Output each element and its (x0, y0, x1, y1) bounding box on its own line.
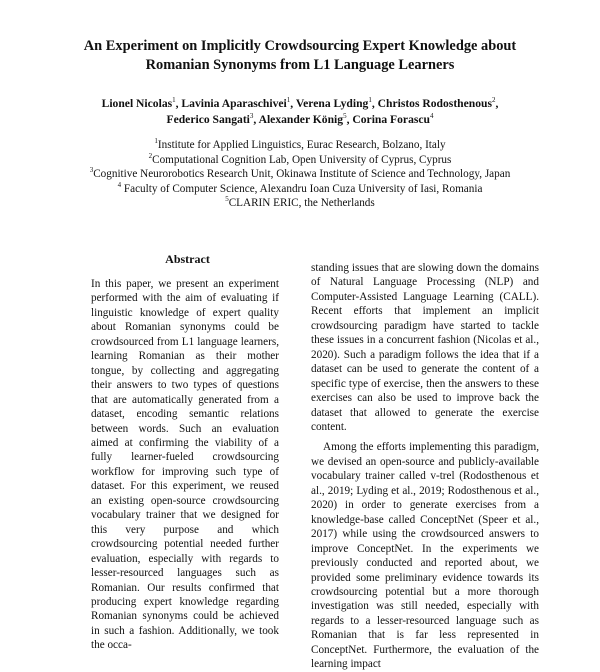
author-name: Lavinia Aparaschivei (181, 97, 287, 110)
paper-title-line-1: An Experiment on Implicitly Crowdsourcing Expert Knowledge about (83, 38, 517, 54)
author-name: Corina Forascu (352, 113, 430, 126)
affiliation-mark: 5 (225, 195, 229, 203)
affiliation-text: CLARIN ERIC, the Netherlands (228, 197, 375, 209)
body-paragraph-1: standing issues that are slowing down the domains of Natural Language Processing (NLP) and Computer-Assisted Language Learning (CALL). Recent efforts that implement an implicit crowdsourcing paradigm have started to tackle these issues in a concurrent fashion (Nicolas et al., 2020). Such a paradigm follows the idea that if a dataset can be used to generate the content of a specific type of exercise, then the answers to these exercises can also be used to improve back the dataset that allowed to generate the exercise content. (311, 262, 539, 433)
affiliation-text: Computational Cognition Lab, Open University of Cyprus, Cyprus (152, 153, 452, 166)
author-affiliation-mark: 5 (343, 112, 347, 120)
affiliation-4 (30, 182, 570, 197)
author-line-1: Lionel Nicolas$^1$, Lavinia Aparaschivei$^1$, Verena Lyding$^1$, Christos Rodosthenous$^2$, (101, 96, 499, 110)
abstract-body: In this paper, we present an experiment performed with the aim of evaluating if linguistic knowledge of expert quality about Romanian synonyms could be crowdsourced from L1 language learners, learning Romanian as their mother tongue, by collecting and aggregating their answers to two types of questions that are automatically generated from a dataset, encoding semantic relations between words. Such an evaluation aimed at confirming the viability of a fully learner-fueled crowdsourcing workflow for improving such type of dataset. For this experiment, we reused an existing open-source crowdsourcing vocabulary trainer that we designed for this very purpose and which crowdsourcing potential needed further evaluation, especially with regards to lesser-resourced languages such as Romanian. Our results confirmed that producing expert knowledge regarding Romanian synonyms could be achieved in such a fashion. Additionally, we took the occa- (91, 278, 279, 652)
author-affiliation-mark: 1 (172, 96, 176, 104)
affiliation-3 (30, 167, 570, 182)
author-name: Federico Sangati (166, 113, 250, 126)
introduction-column (311, 261, 539, 672)
author-affiliation-mark: 1 (368, 96, 372, 104)
author-name: Christos Rodosthenous (377, 97, 492, 110)
author-name: Alexander König (258, 113, 344, 126)
author-affiliation-mark: 3 (249, 112, 254, 120)
affiliation-mark: 2 (148, 151, 153, 160)
affiliation-1 (30, 138, 570, 153)
affiliation-2 (30, 153, 570, 168)
body-paragraph-2: Among the efforts implementing this paradigm, we devised an open-source and publicly-available vocabulary trainer called v-trel (Rodosthenous et al., 2019; Lyding et al., 2019; Rodosthenous et al., 2020) in order to generate exercises from a knowledge-base called ConceptNet (Speer et al., 2017) while using the crowdsourced answers to improve ConceptNet. In the experiments we previously conducted and reported about, we provided some preliminary evidence towards its crowdsourcing potential but a more thorough investigation was still needed, especially with regards to a lesser-resourced language such as Romanian that is far less represented in ConceptNet. Furthermore, the evaluation of the learning impact (311, 441, 539, 671)
affiliation-text: Institute for Applied Linguistics, Eurac Research, Bolzano, Italy (157, 139, 446, 151)
author-affiliation-mark: 2 (491, 96, 496, 104)
author-affiliation-mark: 4 (429, 112, 434, 120)
affiliation-text: Faculty of Computer Science, Alexandru Ioan Cuza University of Iasi, Romania (121, 182, 483, 195)
affiliation-5 (30, 196, 570, 211)
abstract-heading: Abstract (165, 252, 210, 266)
author-affiliation-mark: 1 (286, 96, 291, 104)
author-line-2: Federico Sangati$^3$, Alexander König$^5$, Corina Forascu$^4$ (166, 112, 434, 126)
author-name: Lionel Nicolas (101, 97, 173, 110)
affiliation-text: Cognitive Neurorobotics Research Unit, Okinawa Institute of Science and Technology, Japan (93, 168, 511, 180)
paper-title-line-2: Romanian Synonyms from L1 Language Learners (145, 57, 455, 73)
affiliation-mark: 3 (89, 166, 94, 174)
affiliation-mark: 1 (154, 137, 158, 145)
affiliation-mark: 4 (117, 180, 122, 189)
author-name: Verena Lyding (295, 97, 369, 110)
